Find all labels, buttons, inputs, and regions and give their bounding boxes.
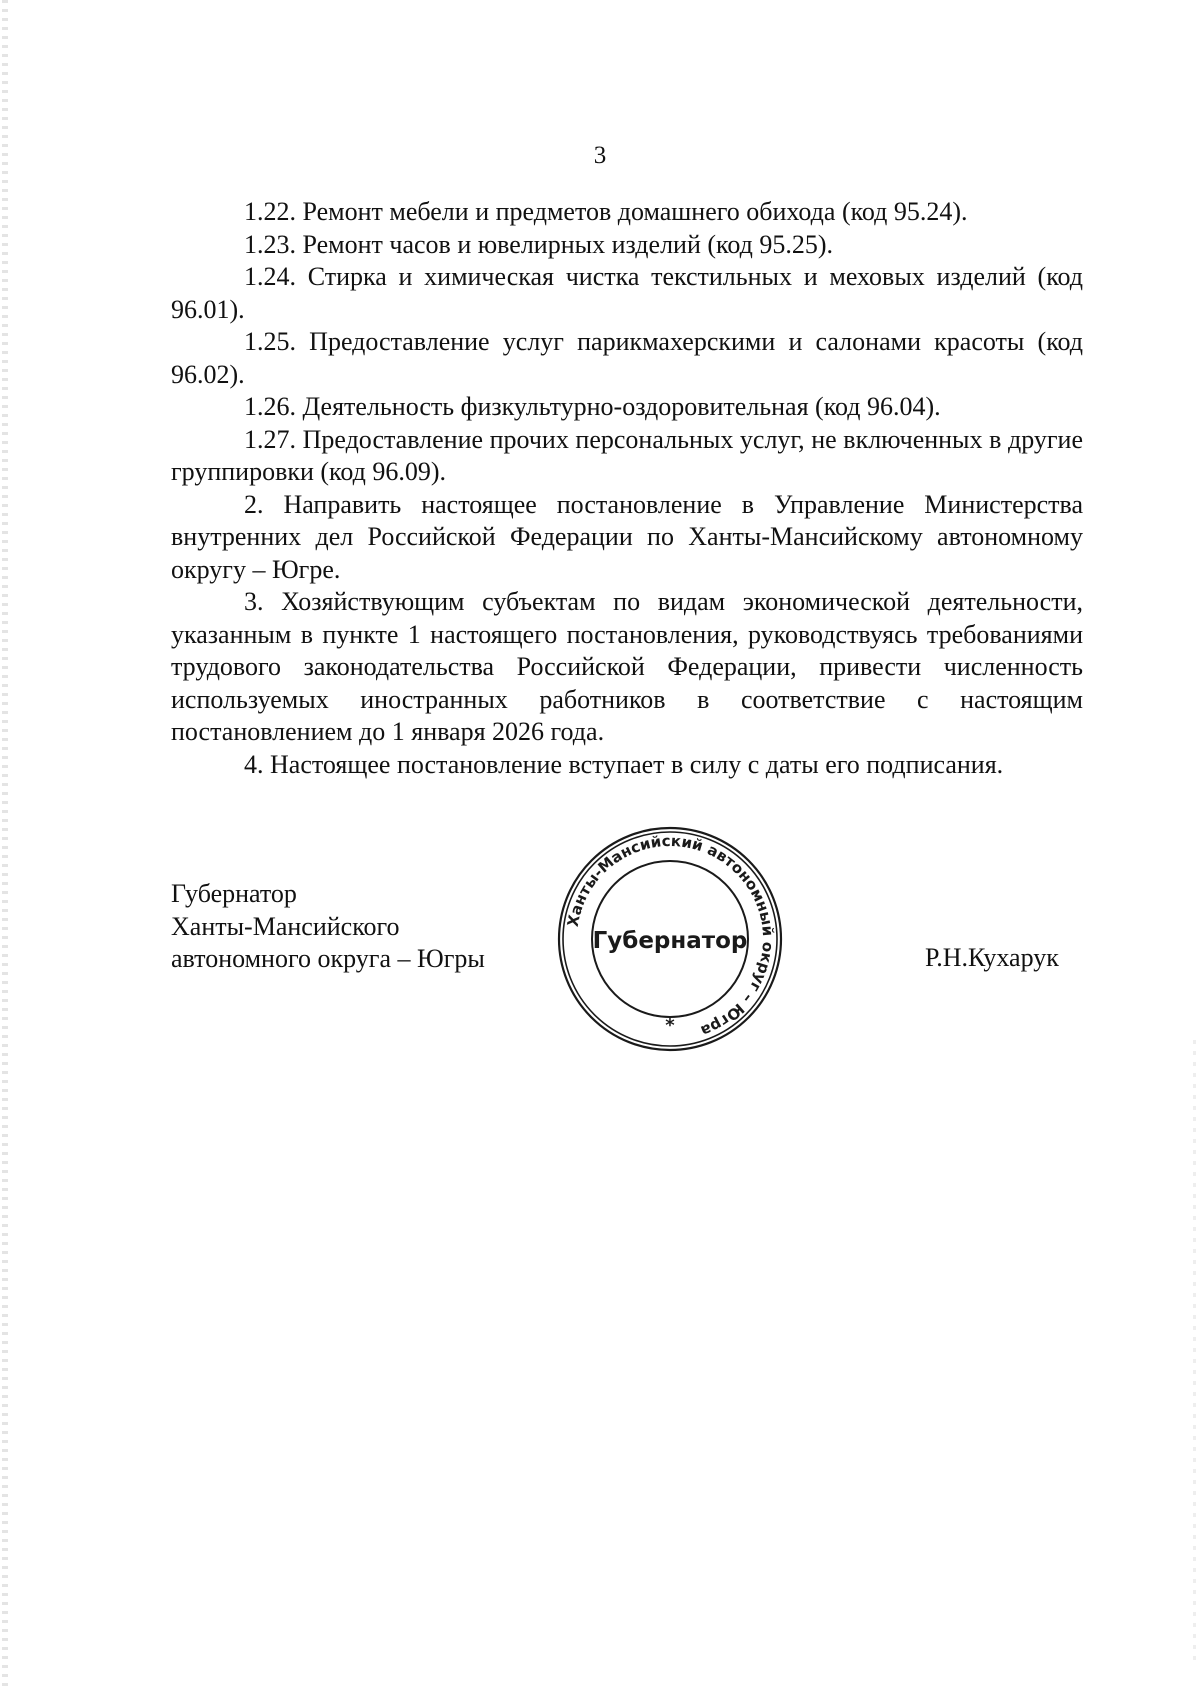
scan-edge-left [2,0,8,1686]
signature-position [171,878,551,976]
document-body [171,196,1083,781]
paragraph-1-22: 1.22. Ремонт мебели и предметов домашнего обихода (код 95.24). [244,197,968,226]
paragraph-1-27: 1.27. Предоставление прочих персональных услуг, не включенных в другие группировки (код 96.09). [171,424,1083,486]
signature-position-line-3: автономного округа – Югры [171,944,485,973]
paragraph-2: 2. Направить настоящее постановление в Управление Министерства внутренних дел Российской Федерации по Ханты-Мансийскому автономному округу – Югре. [171,489,1083,584]
seal-ring-text: Ханты-Мансийский автономный округ – Югра [563,831,778,1041]
official-seal [557,826,783,1052]
signature-position-line-1: Губернатор [171,879,297,908]
paragraph-1-24: 1.24. Стирка и химическая чистка текстильных и меховых изделий (код 96.01). [171,262,1083,324]
scan-edge-right [1193,1040,1196,1660]
paragraph-1-23: 1.23. Ремонт часов и ювелирных изделий (код 95.25). [244,229,833,259]
paragraph-1-25: 1.25. Предоставление услуг парикмахерскими и салонами красоты (код 96.02). [171,327,1083,389]
page-number: 3 [593,142,607,169]
signer-name: Р.Н.Кухарук [925,943,1059,972]
paragraph-4: 4. Настоящее постановление вступает в силу с даты его подписания. [244,749,1004,779]
seal-center-text: Губернатор [592,928,748,954]
paragraph-1-26: 1.26. Деятельность физкультурно-оздоровительная (код 96.04). [244,392,941,421]
paragraph-3: 3. Хозяйствующим субъектам по видам экономической деятельности, указанным в пункте 1 настоящего постановления, руководствуясь требованиями трудового законодательства Российской Федерации, привести численность используемых иностранных работников в соответствие с настоящим постановлением до 1 января 2026 года. [171,587,1083,746]
seal-star: * [665,1015,675,1036]
signature-position-line-2: Ханты-Мансийского [171,911,400,941]
